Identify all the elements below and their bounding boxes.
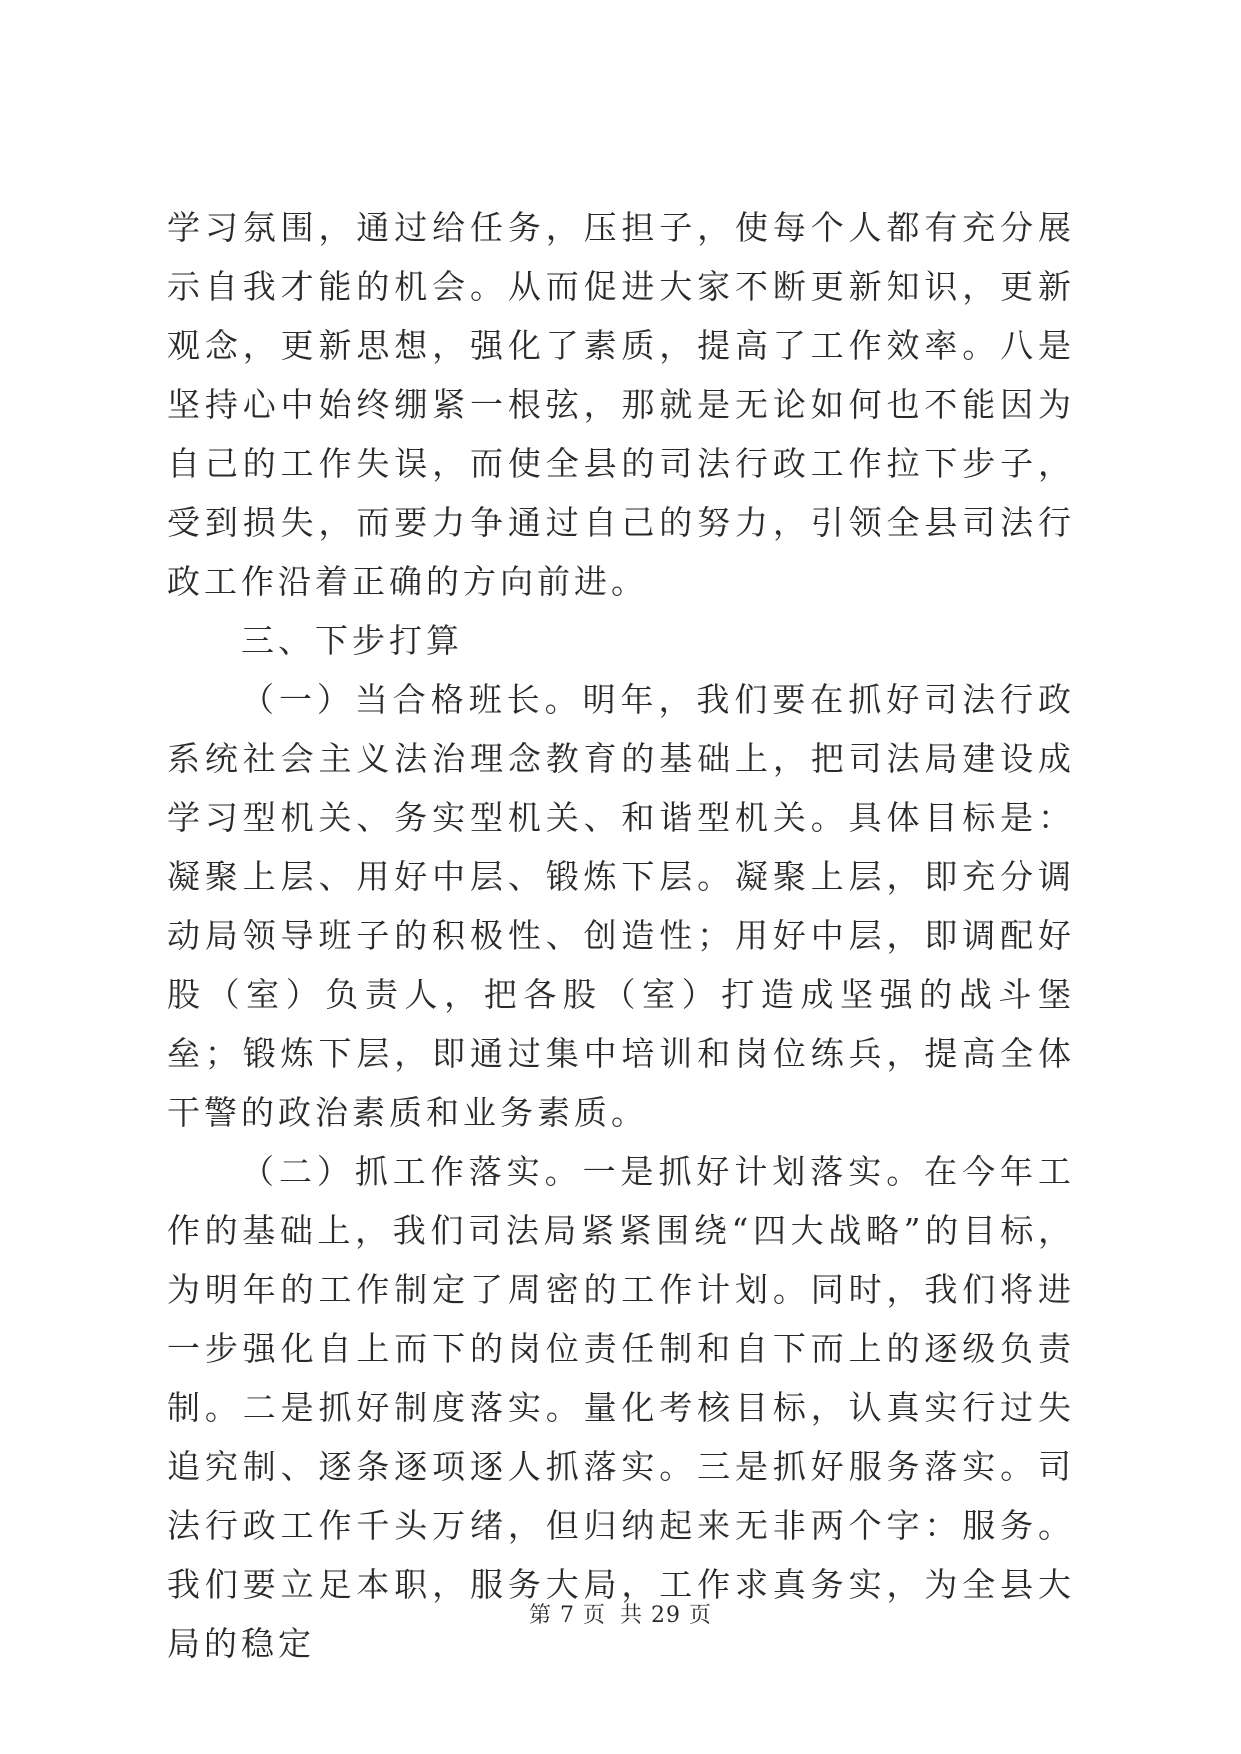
document-body <box>167 198 1075 1673</box>
paragraph-item-1: （一）当合格班长。明年，我们要在抓好司法行政系统社会主义法治理念教育的基础上，把司法局建设成学习型机关、务实型机关、和谐型机关。具体目标是：凝聚上层、用好中层、锻炼下层。凝聚上层，即充分调动局领导班子的积极性、创造性；用好中层，即调配好股（室）负责人，把各股（室）打造成坚强的战斗堡垒；锻炼下层，即通过集中培训和岗位练兵，提高全体干警的政治素质和业务素质。 <box>167 680 1075 1132</box>
paragraph-item-2: （二）抓工作落实。一是抓好计划落实。在今年工作的基础上，我们司法局紧紧围绕“四大战略”的目标，为明年的工作制定了周密的工作计划。同时，我们将进一步强化自上而下的岗位责任制和自下而上的逐级负责制。二是抓好制度落实。量化考核目标，认真实行过失追究制、逐条逐项逐人抓落实。三是抓好服务落实。司法行政工作千头万绪，但归纳起来无非两个字：服务。我们要立足本职，服务大局，工作求真务实，为全县大局的稳定 <box>167 1152 1075 1663</box>
page-number: 第 7 页 <box>529 1603 606 1628</box>
page-total: 共 29 页 <box>620 1603 712 1628</box>
page-footer <box>0 1598 1241 1629</box>
paragraph-continuation: 学习氛围，通过给任务，压担子，使每个人都有充分展示自我才能的机会。从而促进大家不断更新知识，更新观念，更新思想，强化了素质，提高了工作效率。八是坚持心中始终绷紧一根弦，那就是无论如何也不能因为自己的工作失误，而使全县的司法行政工作拉下步子，受到损失，而要力争通过自己的努力，引领全县司法行政工作沿着正确的方向前进。 <box>167 208 1075 601</box>
section-heading-next-steps: 三、下步打算 <box>241 621 463 660</box>
